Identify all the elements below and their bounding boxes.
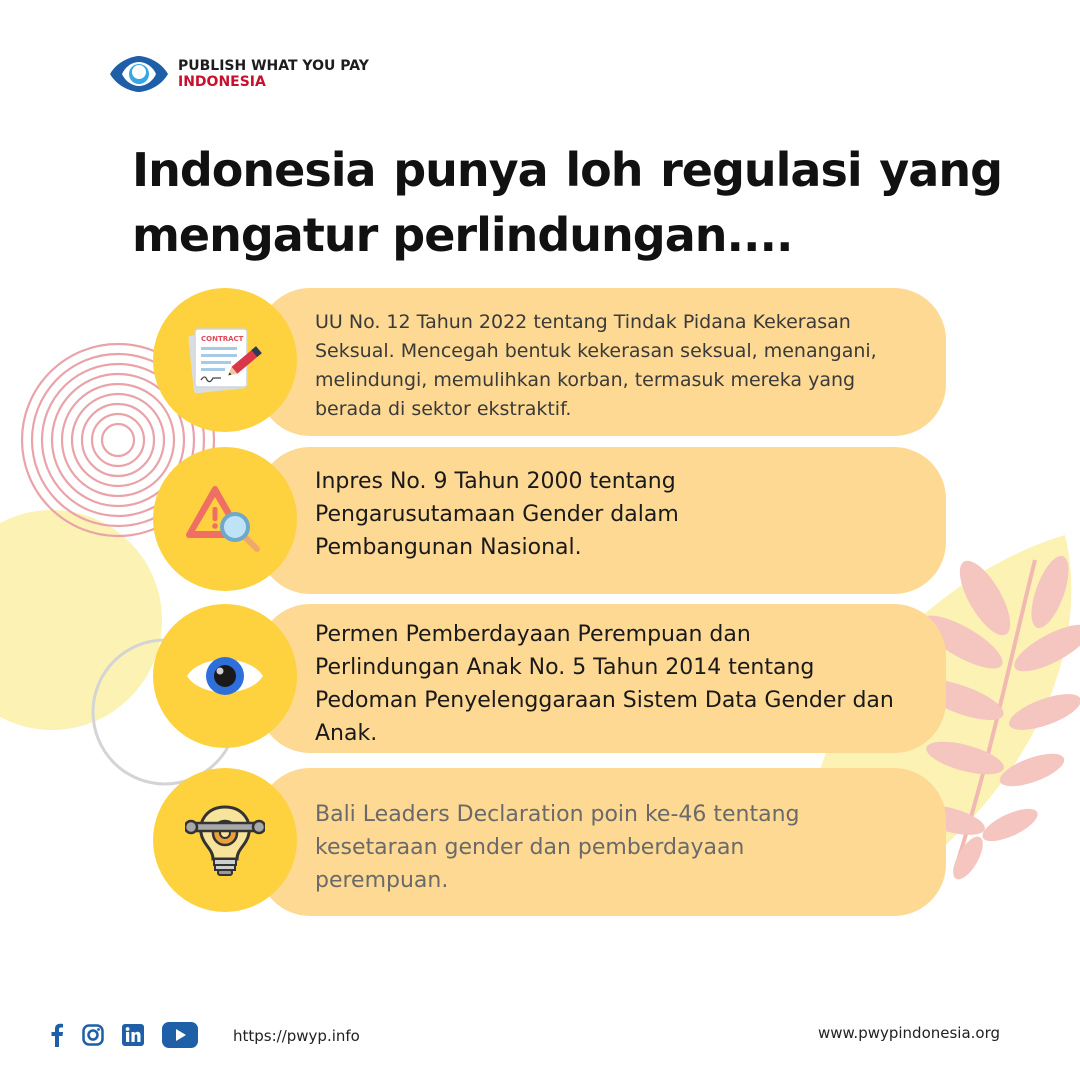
regulation-card-2	[258, 447, 946, 594]
regulation-icon-circle-4	[153, 768, 297, 912]
website-link-pwypindonesia[interactable]: www.pwypindonesia.org	[818, 1024, 1001, 1042]
instagram-icon[interactable]	[82, 1024, 104, 1051]
regulation-card-4	[258, 768, 946, 916]
facebook-icon[interactable]	[50, 1023, 64, 1052]
social-links	[50, 1022, 216, 1053]
website-link-pwyp[interactable]: https://pwyp.info	[233, 1027, 360, 1045]
contract-icon	[183, 325, 267, 395]
regulation-icon-circle-3	[153, 604, 297, 748]
pwyp-logo-icon	[108, 56, 170, 92]
lightbulb-gear-icon	[185, 801, 265, 879]
regulation-text-4: Bali Leaders Declaration poin ke-46 tentang kesetaraan gender dan pemberdayaan perempuan.	[315, 802, 800, 893]
brand-logo[interactable]	[108, 56, 369, 92]
regulation-text-3: Permen Pemberdayaan Perempuan dan Perlindungan Anak No. 5 Tahun 2014 tentang Pedoman Penyelenggaraan Sistem Data Gender dan Anak.	[315, 622, 894, 746]
regulation-text-1: UU No. 12 Tahun 2022 tentang Tindak Pidana Kekerasan Seksual. Mencegah bentuk kekerasan seksual, menangani, melindungi, memulihkan korban, termasuk mereka yang berada di sektor ekstraktif.	[315, 311, 877, 420]
page-title: Indonesia punya loh regulasi yang mengatur perlindungan....	[132, 143, 1002, 262]
brand-country: INDONESIA	[178, 74, 266, 90]
regulation-card-1	[258, 288, 946, 436]
regulation-card-3	[258, 604, 946, 753]
brand-name: PUBLISH WHAT YOU PAY	[178, 58, 369, 74]
youtube-icon[interactable]	[162, 1022, 198, 1053]
contract-label: CONTRACT	[201, 335, 244, 343]
linkedin-icon[interactable]	[122, 1024, 144, 1051]
regulation-icon-circle-2	[153, 447, 297, 591]
warning-search-icon	[185, 483, 265, 555]
regulation-icon-circle-1	[153, 288, 297, 432]
regulation-text-2: Inpres No. 9 Tahun 2000 tentang Pengarusutamaan Gender dalam Pembangunan Nasional.	[315, 469, 679, 560]
eye-icon	[185, 652, 265, 700]
